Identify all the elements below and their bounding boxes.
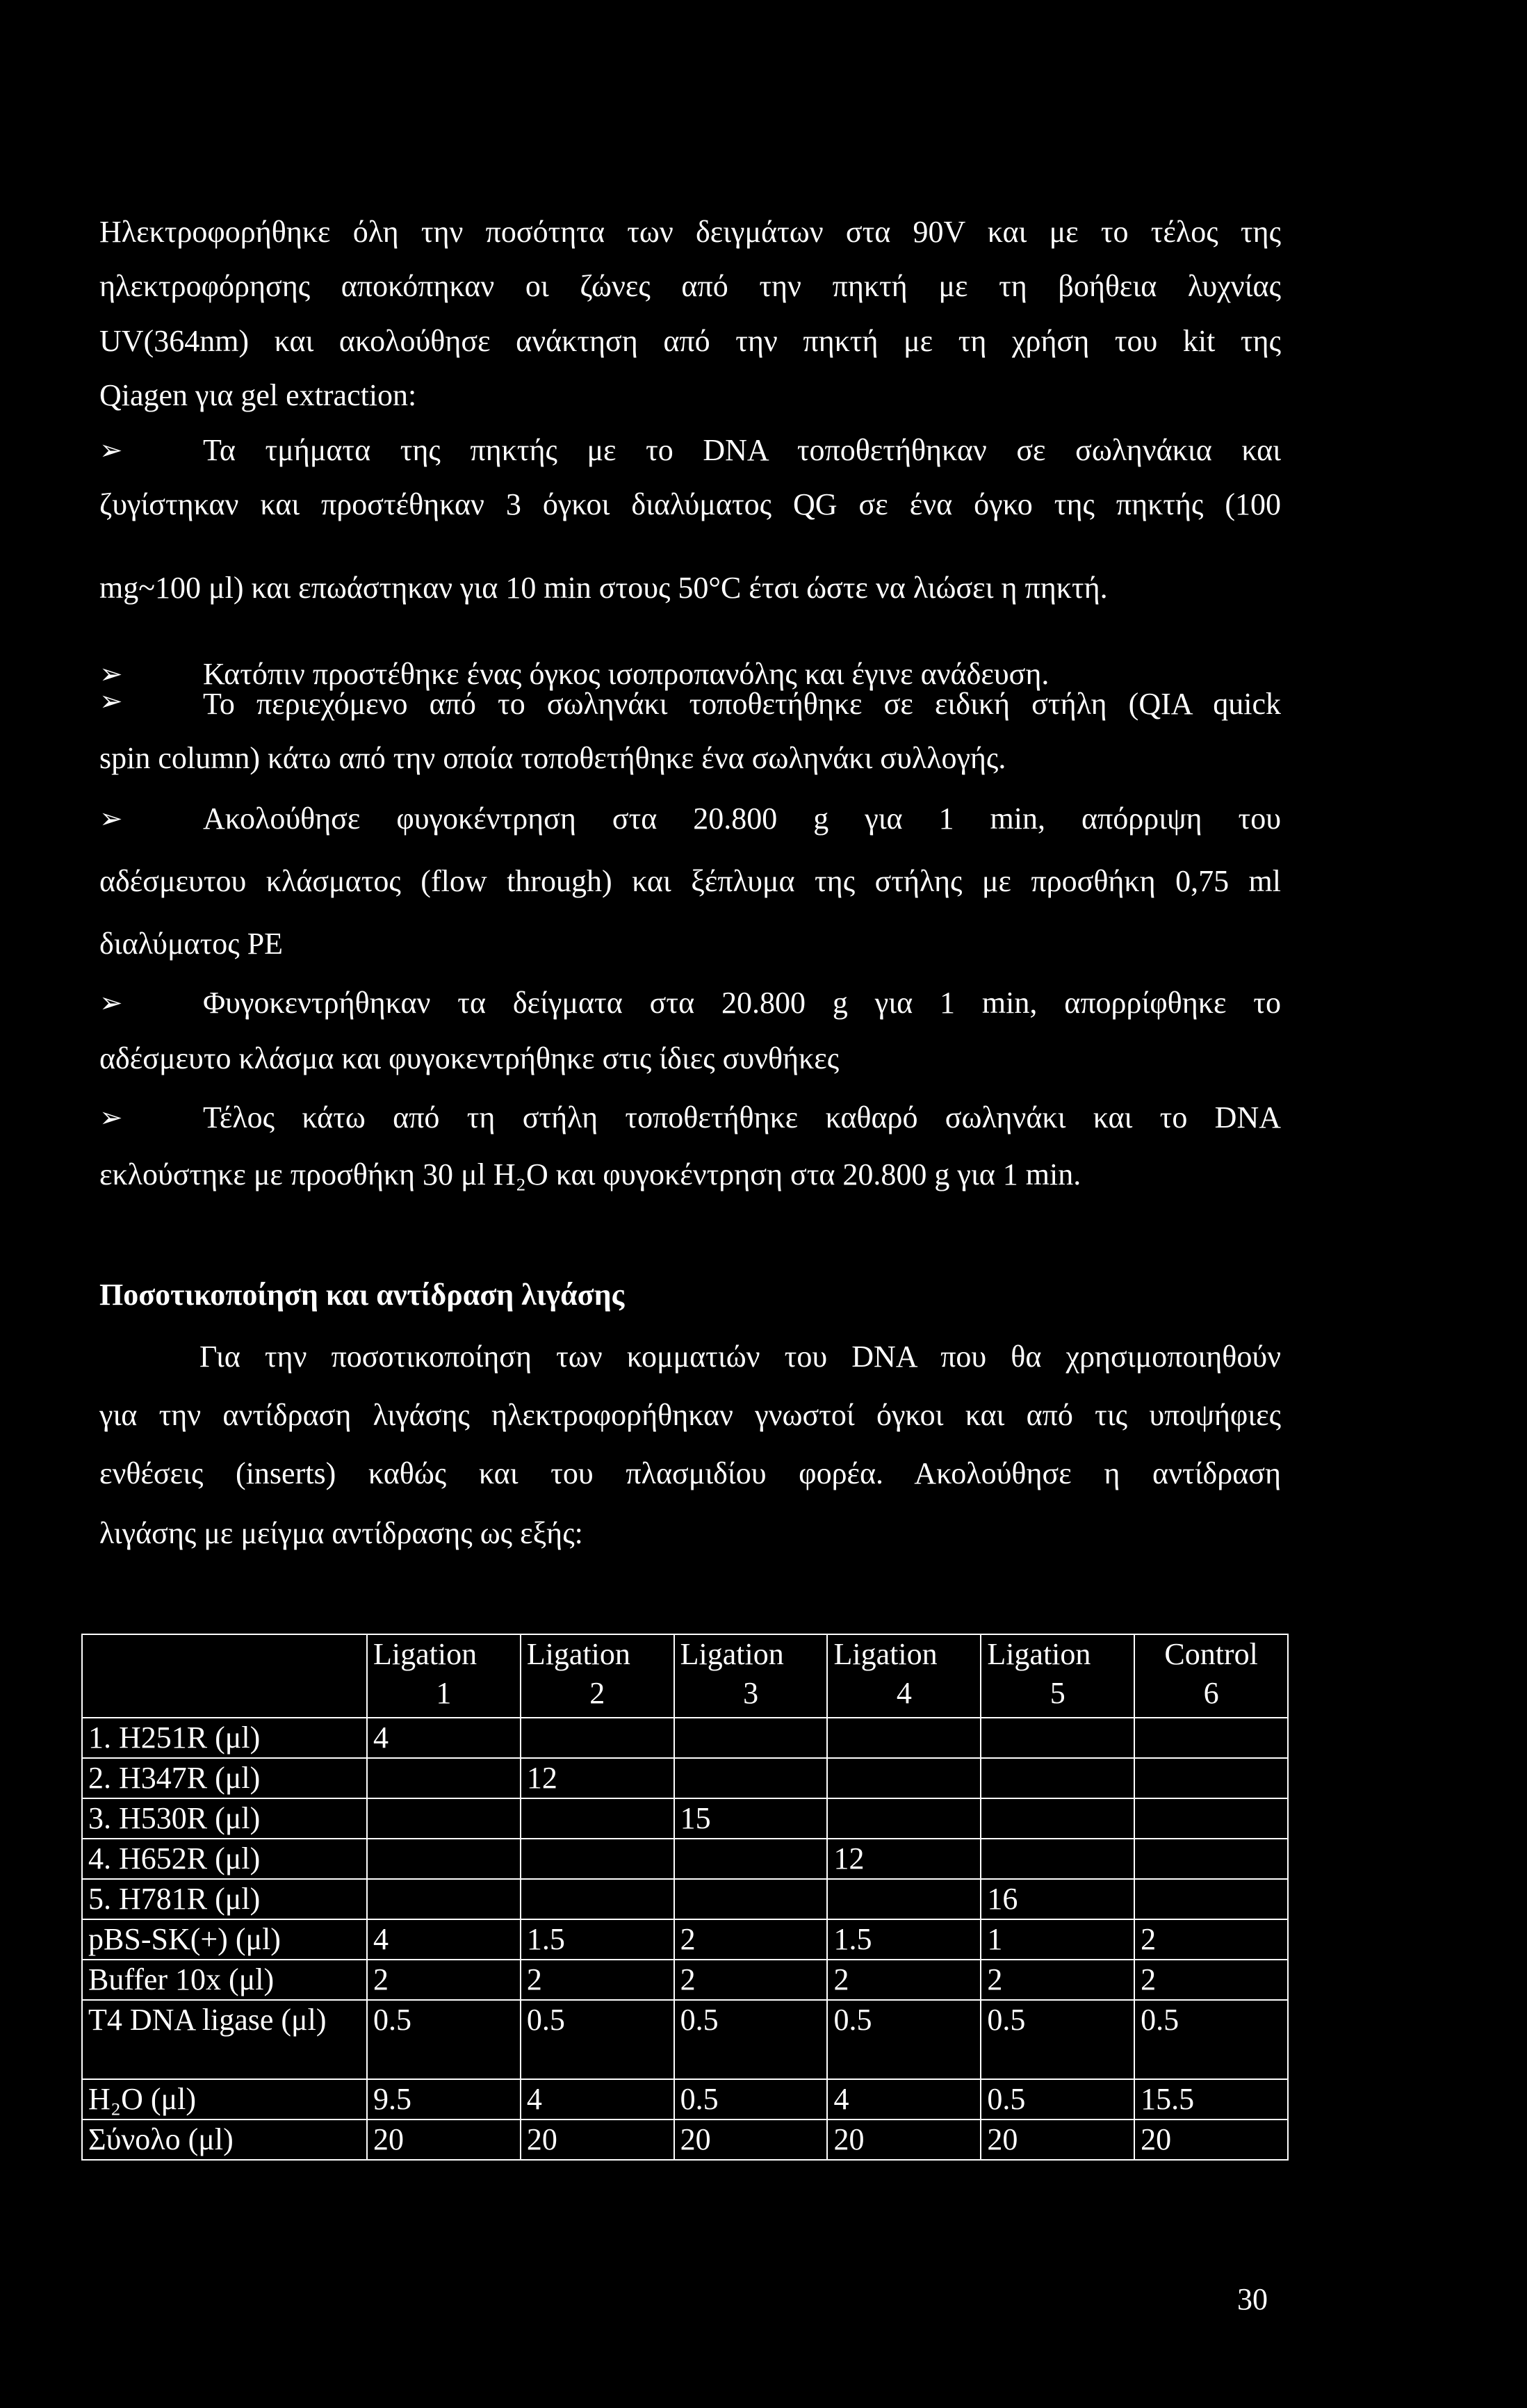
row-label: 4. H652R (μl)	[82, 1839, 367, 1879]
row-label: T4 DNA ligase (μl)	[82, 2000, 367, 2079]
table-row	[82, 1758, 1288, 1798]
row-label: 5. H781R (μl)	[82, 1879, 367, 1919]
table-cell	[1134, 1879, 1288, 1919]
table-cell	[367, 1839, 521, 1879]
paragraph-2-line-2: για την αντίδραση λιγάσης ηλεκτροφορήθηκαν γνωστοί όγκοι και από τις υποψήφιες	[99, 1398, 1281, 1432]
table-cell: 4	[367, 1718, 521, 1758]
paragraph-1-line-2: ηλεκτροφόρησης αποκόπηκαν οι ζώνες από την πηκτή με τη βοήθεια λυχνίας	[99, 269, 1281, 303]
table-cell: 2	[981, 1960, 1134, 2000]
paragraph-1-line-3: UV(364nm) και ακολούθησε ανάκτηση από την πηκτή με τη χρήση του kit της	[99, 324, 1281, 358]
row-label: pBS-SK(+) (μl)	[82, 1919, 367, 1960]
table-cell	[1134, 1839, 1288, 1879]
row-label: 1. H251R (μl)	[82, 1718, 367, 1758]
paragraph-2-line-1: Για την ποσοτικοποίηση των κομματιών του DNA που θα χρησιμοποιηθούν	[199, 1340, 1281, 1374]
table-cell	[674, 1758, 828, 1798]
bullet-arrow-icon: ➢	[99, 987, 123, 1018]
bullet-4-line-2: αδέσμευτου κλάσματος (flow through) και ξέπλυμα της στήλης με προσθήκη 0,75 ml	[99, 864, 1281, 898]
table-header-cell: Ligation 2	[521, 1634, 674, 1718]
bullet-5-line-1: Φυγοκεντρήθηκαν τα δείγματα στα 20.800 g για 1 min, απορρίφθηκε το	[203, 986, 1281, 1020]
table-cell: 1	[981, 1919, 1134, 1960]
table-header-cell: Ligation 4	[827, 1634, 981, 1718]
table-cell	[827, 1718, 981, 1758]
table-cell	[981, 1718, 1134, 1758]
table-cell	[521, 1798, 674, 1839]
table-cell: 2	[674, 1919, 828, 1960]
table-cell: 2	[827, 1960, 981, 2000]
table-cell: 20	[981, 2120, 1134, 2160]
ligation-table	[81, 1634, 1289, 2161]
table-cell	[521, 1879, 674, 1919]
table-cell: 20	[674, 2120, 828, 2160]
paragraph-2-line-3: ενθέσεις (inserts) καθώς και του πλασμιδίου φορέα. Ακολούθησε η αντίδραση	[99, 1456, 1281, 1490]
bullet-5-line-2: αδέσμευτο κλάσμα και φυγοκεντρήθηκε στις ίδιες συνθήκες	[99, 1041, 840, 1075]
bullet-2-line-1: Κατόπιν προστέθηκε ένας όγκος ισοπροπανόλης και έγινε ανάδευση.	[203, 657, 1050, 691]
bullet-arrow-icon: ➢	[99, 658, 123, 690]
table-cell: 2	[1134, 1960, 1288, 2000]
table-cell: 0.5	[981, 2000, 1134, 2079]
row-label: 3. H530R (μl)	[82, 1798, 367, 1839]
section-heading: Ποσοτικοποίηση και αντίδραση λιγάσης	[99, 1278, 625, 1312]
table-cell	[367, 1758, 521, 1798]
bullet-6-line-2: εκλούστηκε με προσθήκη 30 μl H₂O και φυγοκέντρηση στα 20.800 g για 1 min.	[99, 1157, 1081, 1191]
table-cell	[827, 1758, 981, 1798]
row-label: Buffer 10x (μl)	[82, 1960, 367, 2000]
table-cell: 9.5	[367, 2079, 521, 2120]
paragraph-1-line-1: Ηλεκτροφορήθηκε όλη την ποσότητα των δειγμάτων στα 90V και με το τέλος της	[99, 215, 1281, 249]
table-cell: 2	[1134, 1919, 1288, 1960]
bullet-arrow-icon: ➢	[99, 434, 123, 466]
table-row	[82, 1839, 1288, 1879]
table-cell: 0.5	[521, 2000, 674, 2079]
table-cell: 1.5	[827, 1919, 981, 1960]
row-label: 2. H347R (μl)	[82, 1758, 367, 1798]
table-cell	[521, 1839, 674, 1879]
table-row	[82, 1718, 1288, 1758]
table-row	[82, 2079, 1288, 2120]
row-label: Σύνολο (μl)	[82, 2120, 367, 2160]
table-cell: 4	[827, 2079, 981, 2120]
table-header-cell: Ligation 5	[981, 1634, 1134, 1718]
table-cell: 20	[1134, 2120, 1288, 2160]
table-cell: 0.5	[674, 2079, 828, 2120]
table-cell: 0.5	[674, 2000, 828, 2079]
bullet-3-line-2: spin column) κάτω από την οποία τοποθετήθηκε ένα σωληνάκι συλλογής.	[99, 741, 1006, 775]
table-cell: 20	[367, 2120, 521, 2160]
paragraph-1-line-4: Qiagen για gel extraction:	[99, 378, 417, 412]
paragraph-2-line-4: λιγάσης με μείγμα αντίδρασης ως εξής:	[99, 1516, 583, 1550]
table-header-cell: Ligation 3	[674, 1634, 828, 1718]
table-header-cell: Ligation 1	[367, 1634, 521, 1718]
table-cell: 12	[521, 1758, 674, 1798]
table-cell: 4	[367, 1919, 521, 1960]
table-cell: 15.5	[1134, 2079, 1288, 2120]
table-cell	[674, 1839, 828, 1879]
bullet-arrow-icon: ➢	[99, 685, 123, 717]
table-cell: 2	[674, 1960, 828, 2000]
table-cell	[981, 1758, 1134, 1798]
table-row	[82, 2120, 1288, 2160]
table-cell	[827, 1879, 981, 1919]
table-cell	[1134, 1798, 1288, 1839]
bullet-1-line-2: ζυγίστηκαν και προστέθηκαν 3 όγκοι διαλύματος QG σε ένα όγκο της πηκτής (100	[99, 487, 1281, 521]
row-label: H₂O (μl)	[82, 2079, 367, 2120]
table-cell: 15	[674, 1798, 828, 1839]
bullet-4-line-1: Ακολούθησε φυγοκέντρηση στα 20.800 g για 1 min, απόρριψη του	[203, 802, 1281, 836]
table-cell	[367, 1798, 521, 1839]
table-cell	[827, 1798, 981, 1839]
bullet-3-line-1: Το περιεχόμενο από το σωληνάκι τοποθετήθηκε σε ειδική στήλη (QIA quick	[203, 687, 1281, 721]
table-cell: 4	[521, 2079, 674, 2120]
table-cell: 0.5	[981, 2079, 1134, 2120]
table-cell	[981, 1839, 1134, 1879]
table-cell	[1134, 1718, 1288, 1758]
table-cell: 0.5	[1134, 2000, 1288, 2079]
table-row	[82, 1798, 1288, 1839]
table-cell	[674, 1879, 828, 1919]
table-row	[82, 1879, 1288, 1919]
table-cell: 0.5	[827, 2000, 981, 2079]
table-row	[82, 1960, 1288, 2000]
table-cell	[521, 1718, 674, 1758]
bullet-1-line-3: mg~100 μl) και επωάστηκαν για 10 min στους 50°C έτσι ώστε να λιώσει η πηκτή.	[99, 571, 1108, 605]
table-cell: 16	[981, 1879, 1134, 1919]
table-header-cell: Control 6	[1134, 1634, 1288, 1718]
table-cell: 2	[521, 1960, 674, 2000]
bullet-arrow-icon: ➢	[99, 1102, 123, 1133]
bullet-4-line-3: διαλύματος PE	[99, 927, 284, 961]
table-cell	[367, 1879, 521, 1919]
table-cell	[1134, 1758, 1288, 1798]
table-cell: 20	[827, 2120, 981, 2160]
table-cell: 1.5	[521, 1919, 674, 1960]
page-number: 30	[1237, 2282, 1268, 2316]
table-cell: 2	[367, 1960, 521, 2000]
table-cell: 12	[827, 1839, 981, 1879]
table-row	[82, 1919, 1288, 1960]
bullet-arrow-icon: ➢	[99, 803, 123, 834]
table-cell: 0.5	[367, 2000, 521, 2079]
table-header-row	[82, 1634, 1288, 1718]
table-cell	[674, 1718, 828, 1758]
table-header-cell	[82, 1634, 367, 1718]
table-row	[82, 2000, 1288, 2079]
table-cell: 20	[521, 2120, 674, 2160]
bullet-1-line-1: Τα τμήματα της πηκτής με το DNA τοποθετήθηκαν σε σωληνάκια και	[203, 433, 1281, 467]
bullet-6-line-1: Τέλος κάτω από τη στήλη τοποθετήθηκε καθαρό σωληνάκι και το DNA	[203, 1100, 1281, 1134]
table-cell	[981, 1798, 1134, 1839]
